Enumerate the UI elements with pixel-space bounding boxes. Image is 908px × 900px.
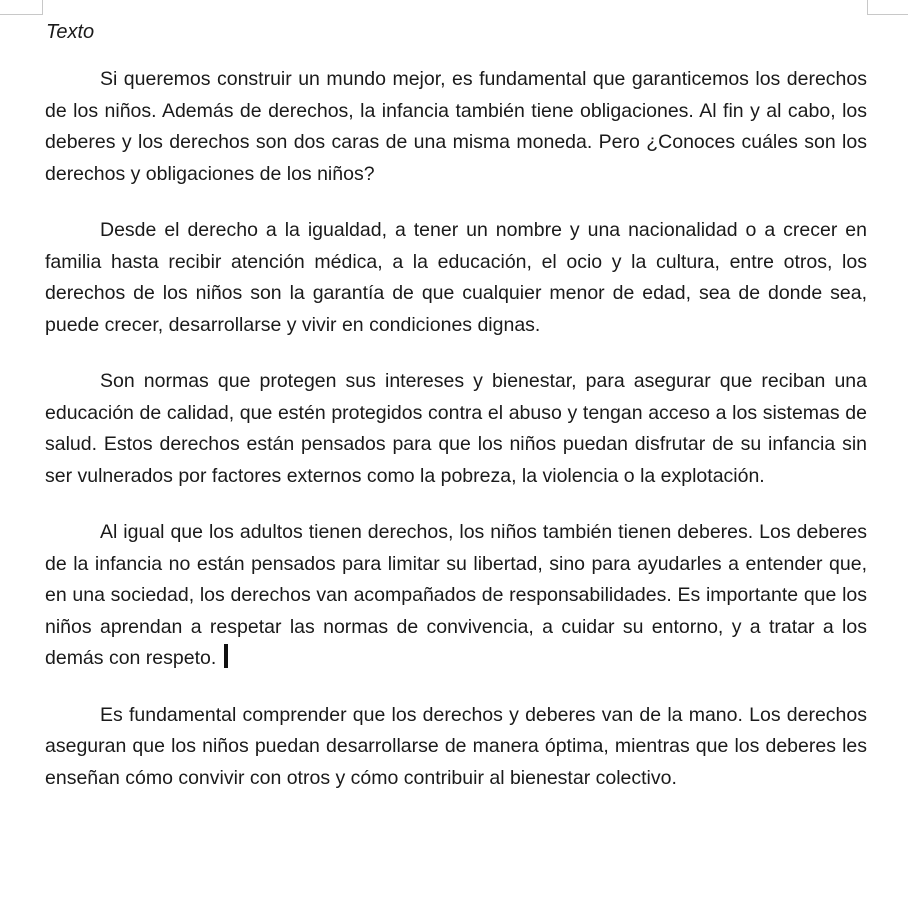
page-corner-mark-right <box>867 0 908 15</box>
document-body[interactable] <box>45 18 867 794</box>
paragraph-3[interactable] <box>45 366 867 492</box>
paragraph-3-text: Son normas que protegen sus intereses y bienestar, para asegurar que reciban una educación de calidad, que estén protegidos contra el abuso y tengan acceso a los sistemas de salud. Estos derechos están pensados para que los niños puedan disfrutar de su infancia sin ser vulnerados por factores externos como la pobreza, la violencia o la explotación. <box>45 370 867 487</box>
paragraph-5[interactable] <box>45 700 867 795</box>
text-cursor <box>224 644 228 668</box>
document-label: Texto <box>46 21 95 43</box>
page-corner-mark-left <box>0 0 43 15</box>
paragraph-4-text: Al igual que los adultos tienen derechos, los niños también tienen deberes. Los deberes de la infancia no están pensados para limitar su libertad, sino para ayudarles a entender que, en una sociedad, los derechos van acompañados de responsabilidades. Es importante que los niños aprendan a respetar las normas de convivencia, a cuidar su entorno, y a tratar a los demás con respeto. <box>45 521 867 669</box>
paragraph-2-text: Desde el derecho a la igualdad, a tener un nombre y una nacionalidad o a crecer en familia hasta recibir atención médica, a la educación, el ocio y la cultura, entre otros, los derechos de los niños son la garantía de que cualquier menor de edad, sea de donde sea, puede crecer, desarrollarse y vivir en condiciones dignas. <box>45 219 867 336</box>
paragraph-2[interactable] <box>45 215 867 341</box>
paragraph-1[interactable] <box>45 64 867 190</box>
paragraph-4[interactable] <box>45 517 867 675</box>
paragraph-1-text: Si queremos construir un mundo mejor, es fundamental que garanticemos los derechos de los niños. Además de derechos, la infancia también tiene obligaciones. Al fin y al cabo, los deberes y los derechos son dos caras de una misma moneda. Pero ¿Conoces cuáles son los derechos y obligaciones de los niños? <box>45 68 867 185</box>
paragraph-5-text: Es fundamental comprender que los derechos y deberes van de la mano. Los derechos aseguran que los niños puedan desarrollarse de manera óptima, mientras que los deberes les enseñan cómo convivir con otros y cómo contribuir al bienestar colectivo. <box>45 703 867 789</box>
